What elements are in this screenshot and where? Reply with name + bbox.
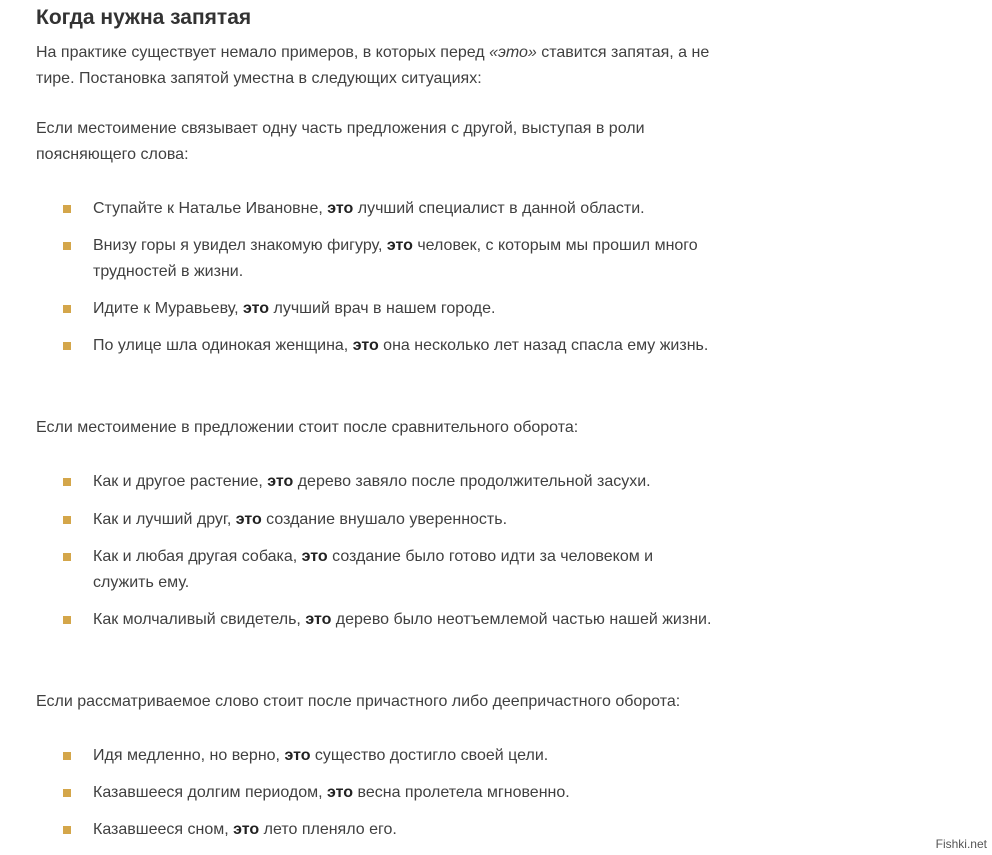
list-item [36, 780, 736, 806]
intro-paragraph [36, 40, 736, 92]
bullet-square-icon [63, 516, 71, 524]
bullet-square-icon [63, 305, 71, 313]
list-item-text: Внизу горы я увидел знакомую фигуру, это человек, с которым мы прошил много трудностей в жизни. [93, 237, 698, 280]
list-item-text: Как и лучший друг, это создание внушало уверенность. [93, 511, 508, 528]
intro-text-before: На практике существует немало примеров, в которых перед [36, 44, 490, 61]
list-item-text: Как и другое растение, это дерево завяло после продолжительной засухи. [93, 473, 651, 490]
bullet-square-icon [63, 242, 71, 250]
list-item [36, 544, 736, 596]
list-item [36, 233, 736, 285]
list-item [36, 196, 736, 222]
list-item [36, 296, 736, 322]
bullet-square-icon [63, 616, 71, 624]
list-item [36, 817, 736, 843]
list-item [36, 333, 736, 359]
list-item-text: Казавшееся сном, это лето пленяло его. [93, 821, 397, 838]
bullet-square-icon [63, 553, 71, 561]
list-item-text: Идите к Муравьеву, это лучший врач в нашем городе. [93, 300, 496, 317]
section-lead: Если рассматриваемое слово стоит после причастного либо деепричастного оборота: [36, 693, 681, 710]
list-item [36, 607, 736, 633]
list-item [36, 743, 736, 769]
intro-emphasis: «это» [489, 44, 537, 61]
list-item [36, 469, 736, 495]
bullet-square-icon [63, 205, 71, 213]
list-item-text: Казавшееся долгим периодом, это весна пролетела мгновенно. [93, 784, 570, 801]
list-item-text: Как молчаливый свидетель, это дерево было неотъемлемой частью нашей жизни. [93, 611, 712, 628]
bullet-square-icon [63, 342, 71, 350]
list-item [36, 507, 736, 533]
list-item-text: По улице шла одинокая женщина, это она несколько лет назад спасла ему жизнь. [93, 337, 709, 354]
section-lead: Если местоимение связывает одну часть предложения с другой, выступая в роли поясняющего слова: [36, 120, 645, 163]
bullet-square-icon [63, 752, 71, 760]
section-lead: Если местоимение в предложении стоит после сравнительного оборота: [36, 419, 579, 436]
list-item-text: Идя медленно, но верно, это существо достигло своей цели. [93, 747, 549, 764]
list-item-text: Как и любая другая собака, это создание было готово идти за человеком и служить ему. [93, 548, 654, 591]
bullet-square-icon [63, 826, 71, 834]
list-item-text: Ступайте к Наталье Ивановне, это лучший специалист в данной области. [93, 200, 645, 217]
page-title: Когда нужна запятая [36, 6, 252, 29]
bullet-square-icon [63, 478, 71, 486]
watermark: Fishki.net [935, 837, 987, 851]
bullet-square-icon [63, 789, 71, 797]
intro-text-after: ставится запятая, а не тире. Постановка запятой уместна в следующих ситуациях: [36, 44, 710, 87]
